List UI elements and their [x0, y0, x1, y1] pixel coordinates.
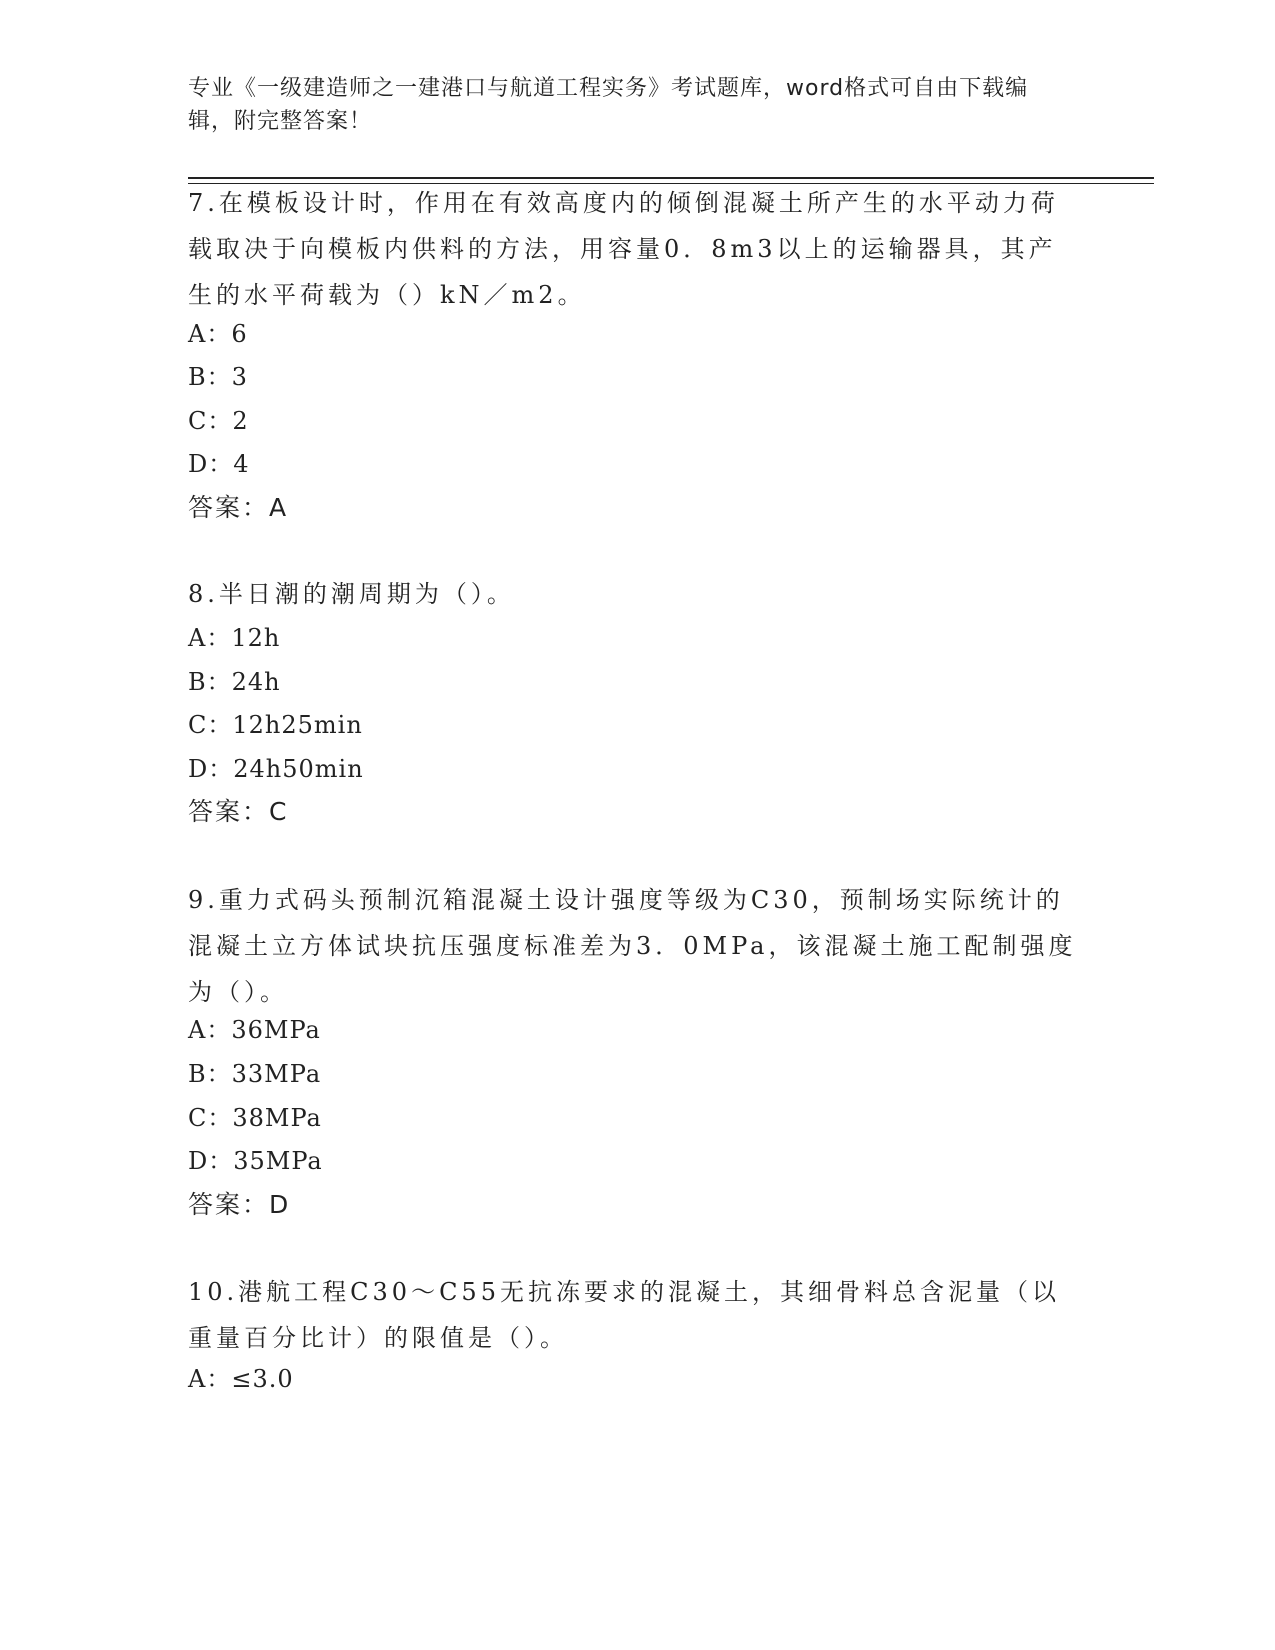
question-8-option-b: B：24h [188, 668, 281, 696]
question-7-option-d: D：4 [188, 450, 250, 478]
question-9-option-b: B：33MPa [188, 1060, 322, 1088]
question-9-option-d: D：35MPa [188, 1147, 323, 1175]
question-8-answer: 答案：C [188, 797, 289, 826]
question-10-stem: 10.港航工程C30～C55无抗冻要求的混凝土，其细骨料总含泥量（以重量百分比计）的限值是（）。 [188, 1278, 1060, 1352]
question-9-answer: 答案：D [188, 1190, 291, 1219]
question-8-option-a: A：12h [188, 624, 281, 652]
question-7-option-a: A：6 [188, 320, 248, 348]
question-8-stem: 8.半日潮的潮周期为（）。 [188, 580, 515, 608]
question-7-option-b: B：3 [188, 363, 248, 391]
question-7-stem: 7.在模板设计时，作用在有效高度内的倾倒混凝土所产生的水平动力荷载取决于向模板内供料的方法，用容量0．8m3以上的运输器具，其产生的水平荷载为（）kN／m2。 [188, 189, 1059, 309]
question-9-stem: 9.重力式码头预制沉箱混凝土设计强度等级为C30，预制场实际统计的混凝土立方体试块抗压强度标准差为3．0MPa，该混凝土施工配制强度为（）。 [188, 886, 1077, 1006]
document-header: 专业《一级建造师之一建港口与航道工程实务》考试题库，word格式可自由下载编辑，附完整答案！ [188, 76, 1029, 134]
question-8-option-d: D：24h50min [188, 755, 364, 783]
header-rule-thick [188, 177, 1154, 179]
question-7-option-c: C：2 [188, 407, 249, 435]
question-7-answer: 答案：A [188, 493, 289, 522]
question-9-option-c: C：38MPa [188, 1104, 322, 1132]
question-9-option-a: A：36MPa [188, 1016, 321, 1044]
question-8-option-c: C：12h25min [188, 711, 363, 739]
question-10-option-a: A：≤3.0 [188, 1365, 294, 1393]
